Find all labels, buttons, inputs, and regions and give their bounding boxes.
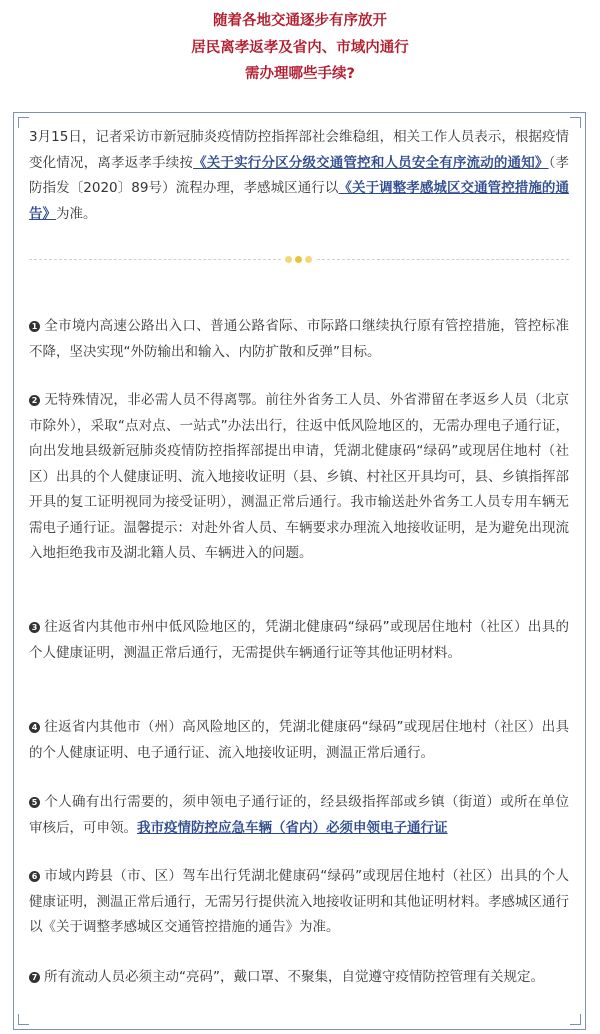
dots-ornament-icon <box>284 254 314 266</box>
list-item <box>29 715 569 766</box>
intro-text-1: 3月15日，记者采访市新冠肺炎疫情防控指挥部社会维稳组，相关工作人员表示，根据疫情变化情况，离孝返孝手续按 <box>29 129 569 171</box>
corner-decoration <box>18 1014 29 1025</box>
list-item <box>29 864 569 941</box>
corner-decoration <box>18 117 29 128</box>
item-text: 全市境内高速公路出入口、普通公路省际、市际路口继续执行原有管控措施，管控标准不降，坚决实现“外防输出和输入、内防扩散和反弹”目标。 <box>29 318 569 360</box>
number-badge-icon: 7 <box>29 972 40 983</box>
number-badge-icon: 5 <box>29 797 40 808</box>
number-badge-icon: 4 <box>29 722 40 733</box>
notice-link-2[interactable]: 《关于调整孝感城区交通管控措施的通告》 <box>29 180 569 222</box>
headline-line-3: 需办理哪些手续? <box>245 66 355 82</box>
corner-decoration <box>570 1014 581 1025</box>
item-text: 无特殊情况，非必需人员不得离鄂。前往外省务工人员、外省滞留在孝返乡人员（北京市除外），采取“点对点、一站式”办法出行，往返中低风险地区的，无需办理电子通行证，向出发地县级新冠肺炎疫情防控指挥部提出申请，凭湖北健康码“绿码”或现居住地村（社区）出具的个人健康证明、流入地接收证明（县、乡镇、村社区开具均可，县、乡镇指挥部开具的复工证明视同为接受证明），测温正常后通行。我市输送赴外省务工人员专用车辆无需电子通行证。温馨提示：对赴外省人员、车辆要求办理流入地接收证明，是为避免出现流入地拒绝我市及湖北籍人员、车辆进入的问题。 <box>29 392 569 561</box>
item-text: 所有流动人员必须主动“亮码”，戴口罩、不聚集，自觉遵守疫情防控管理有关规定。 <box>44 969 544 985</box>
corner-decoration <box>570 117 581 128</box>
list-item <box>29 314 569 365</box>
article-header <box>0 0 600 100</box>
list-item <box>29 615 569 666</box>
section-divider <box>29 254 569 266</box>
number-badge-icon: 3 <box>29 622 40 633</box>
item-text: 个人确有出行需要的，须申领电子通行证的，经县级指挥部或乡镇（街道）或所在单位审核后，可申领。 <box>29 794 569 836</box>
intro-text-2: （孝防指发〔2020〕89号）流程办理，孝感城区通行以 <box>29 154 570 196</box>
item-text: 市域内跨县（市、区）驾车出行凭湖北健康码“绿码”或现居住地村（社区）出具的个人健康证明，测温正常后通行，无需另行提供流入地接收证明和其他证明材料。孝感城区通行以《关于调整孝感城区交通管控措施的通告》为准。 <box>29 868 569 935</box>
number-badge-icon: 6 <box>29 871 40 882</box>
item-text: 往返省内其他市州中低风险地区的，凭湖北健康码“绿码”或现居住地村（社区）出具的个人健康证明，测温正常后通行，无需提供车辆通行证等其他证明材料。 <box>29 619 569 661</box>
number-badge-icon: 2 <box>29 395 40 406</box>
notice-link-1[interactable]: 《关于实行分区分级交通管控和人员安全有序流动的通知》 <box>193 154 549 171</box>
pass-requirement-link[interactable]: 我市疫情防控应急车辆（省内）必须申领电子通行证 <box>137 819 448 836</box>
list-item <box>29 965 569 991</box>
list-item <box>29 790 569 841</box>
content-card <box>13 112 586 1030</box>
number-badge-icon: 1 <box>29 321 40 332</box>
headline-line-1: 随着各地交通逐步有序放开 <box>213 13 387 29</box>
intro-text-3: 为准。 <box>56 205 97 222</box>
headline-line-2: 居民离孝返孝及省内、市域内通行 <box>191 40 409 56</box>
list-item <box>29 388 569 567</box>
item-text: 往返省内其他市（州）高风险地区的，凭湖北健康码“绿码”或现居住地村（社区）出具的个人健康证明、电子通行证、流入地接收证明，测温正常后通行。 <box>29 719 569 761</box>
intro-paragraph <box>29 125 569 227</box>
